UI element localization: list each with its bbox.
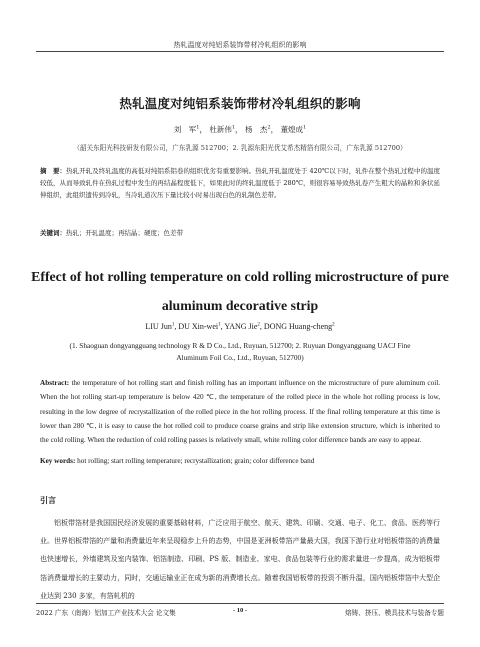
english-abstract-text: the temperature of hot rolling start and finish rolling has an important influence on the microstructure of pure aluminum coil. When the hot rolling start-up temperature is below 420 ℃, the temperature of the rolled piece in the whole hot rolling process is low, resulting in the low degree of recrystallization of the rolled piece in the hot rolling process. If the final rolling temperature at this time is lower than 280 ℃, it is easy to cause the hot rolled coil to produce coarse grains and strip like extension structure, which is inherited to the cold rolling. When the reduction of cold rolling passes is relatively small, white rolling color difference bands are easy to appear. [40, 379, 441, 445]
author-sup: 1 [171, 322, 175, 328]
author-sup: 2 [257, 322, 260, 328]
author-sup: 1 [218, 322, 221, 328]
chinese-abstract-label: 摘 要： [40, 167, 67, 175]
english-abstract [40, 376, 440, 447]
chinese-keywords-text: 热轧；开轧温度；再结晶；硬度；色差带 [66, 229, 183, 237]
footer-rule [36, 603, 444, 604]
english-keywords-label: Key words: [40, 457, 76, 465]
chinese-title: 热轧温度对纯铝系装饰带材冷轧组织的影响 [119, 96, 361, 111]
chinese-authors: 刘 军$^1$， 杜新伟$^1$， 杨 杰$^2$， 董煌成$^1$ [173, 124, 307, 134]
author: 杜新伟 [209, 125, 232, 134]
english-keywords-text: hot rolling; start rolling temperature; recrystallization; grain; color difference band [77, 457, 315, 465]
header-rule [36, 51, 444, 52]
english-keywords [40, 457, 440, 465]
author: DONG Huang-cheng [263, 322, 333, 331]
chinese-abstract [40, 165, 440, 202]
english-title: Effect of hot rolling temperature on cold rolling microstructure of pure aluminum decorative strip [31, 269, 449, 313]
introduction-body: 铝板带箔材是我国国民经济发展的重要基础材料，广泛应用于航空、航天、建筑、印刷、交通、电子、化工、食品、医药等行业。世界铝板带箔的产量和消费量近年来呈现稳步上升的态势，中国是亚洲板带箔产量最大国，我国下游行业对铝板带箔的消费量也快速增长，外墙建筑及室内装饰、铝箔制造、印刷、PS 版、制造业、家电、食品包装等行业的需求量进一步提高，成为铝板带箔消费量增长的主要动力，同时，交通运输业正在成为新的消费增长点。随着我国铝板带的投资不断升温，国内铝板带箔中大型企业达到 230 多家，有箔轧机的 [40, 519, 440, 600]
author-sup: 2 [332, 322, 335, 328]
english-abstract-label: Abstract: [40, 379, 70, 387]
author-sup: 1 [196, 124, 200, 131]
chinese-keywords-label: 关键词： [40, 229, 66, 237]
chinese-affiliation: （韶关东阳光科技研发有限公司，广东乳源 512700；2. 乳源东阳光优艾希杰精箔有限公司，广东乳源 512700） [73, 144, 407, 152]
footer-proceedings: 2022 广东（南海）铝加工产业技术大会 论文集 [36, 609, 176, 617]
author: YANG Jie [224, 322, 258, 331]
author: LIU Jun [145, 322, 172, 331]
section-heading-introduction: 引言 [40, 496, 56, 505]
running-header: 热轧温度对纯铝系装饰带材冷轧组织的影响 [173, 41, 307, 49]
author-sup: 1 [231, 124, 236, 131]
author-sup: 2 [267, 124, 271, 131]
english-authors: LIU Jun$^1$, DU Xin-wei$^1$, YANG Jie$^2$, DONG Huang-cheng$^2$ [145, 322, 335, 331]
english-affiliation: (1. Shaoguan dongyangguang technology R & D Co., Ltd., Ruyuan, 512700; 2. Ruyuan Dongyangguang UACJ Fine Aluminum Foil Co., Ltd., Ruyuan, 512700) [69, 341, 411, 362]
author: 董煌成 [280, 125, 304, 134]
author: 杨 杰 [244, 125, 268, 134]
page-footer [36, 607, 444, 617]
chinese-keywords [40, 228, 440, 237]
footer-section: 熔铸、挤压、模具技术与装备专题 [345, 609, 444, 617]
page-number: - 10 - [232, 607, 248, 614]
author-sup: 1 [303, 124, 307, 131]
author: DU Xin-wei [178, 322, 219, 331]
author: 刘 军 [173, 125, 197, 134]
chinese-abstract-text: 热轧开轧及终轧温度的高低对纯铝系铝卷的组织优劣有重要影响。热轧开轧温度处于 420℃以下时，轧件在整个热轧过程中的温度较低，从而导致轧件在热轧过程中发生的再结晶程度低下，如果此时的终轧温度低于 280℃，则很容易导致热轧卷产生粗大的晶粒和条状延伸组织，此组织遗传到冷轧，当冷轧道次压下量比较小时易出现白色的轧制色差带。 [40, 167, 441, 200]
